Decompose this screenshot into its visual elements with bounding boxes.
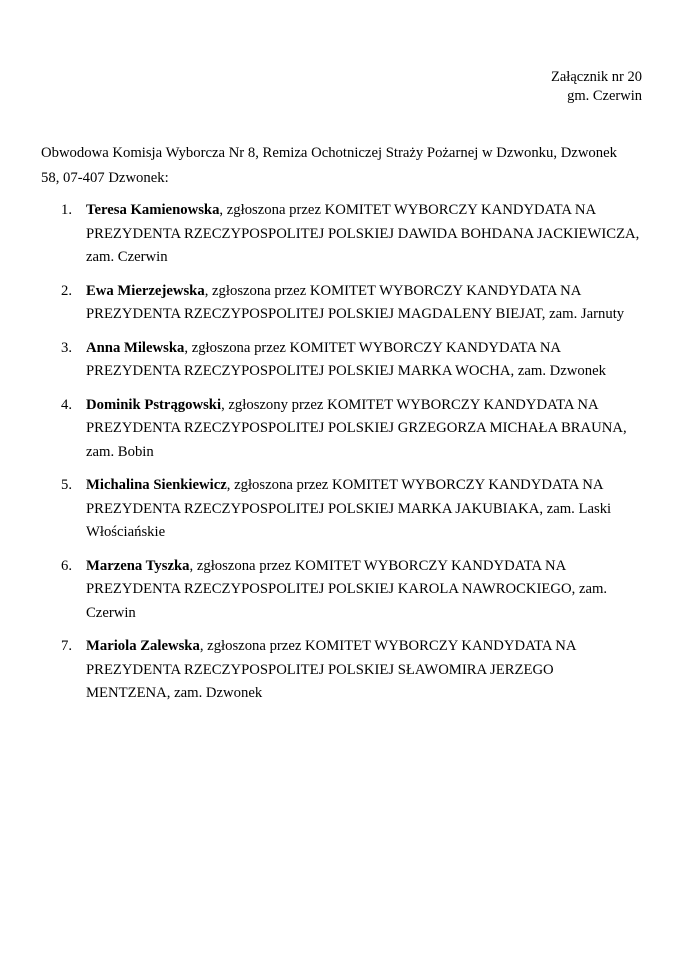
list-item-number: 1.: [61, 202, 73, 218]
candidate-nomination-text: , zgłoszona przez KOMITET WYBORCZY KANDYDATA NA PREZYDENTA RZECZYPOSPOLITEJ POLSKIEJ DAWIDA BOHDANA JACKIEWICZA, zam. Czerwin: [86, 202, 640, 265]
attachment-number: Załącznik nr 20: [551, 69, 642, 85]
list-item: [41, 474, 641, 545]
list-item: [41, 199, 641, 270]
list-item: [41, 280, 641, 327]
list-item-number: 7.: [61, 638, 73, 654]
document-header: [551, 68, 642, 106]
candidate-nomination-text: , zgłoszona przez KOMITET WYBORCZY KANDYDATA NA PREZYDENTA RZECZYPOSPOLITEJ POLSKIEJ KAROLA NAWROCKIEGO, zam. Czerwin: [86, 557, 608, 621]
candidate-name: Ewa Mierzejewska: [86, 282, 205, 299]
list-item-number: 6.: [61, 557, 73, 574]
candidate-name: Teresa Kamienowska: [86, 202, 220, 218]
commission-intro-paragraph: Obwodowa Komisja Wyborcza Nr 8, Remiza Ochotniczej Straży Pożarnej w Dzwonku, Dzwonek 58, 07-407 Dzwonek:: [41, 144, 617, 186]
list-item-number: 2.: [61, 282, 73, 299]
list-item: [41, 555, 641, 626]
candidate-list: [41, 199, 641, 716]
candidate-nomination-text: , zgłoszona przez KOMITET WYBORCZY KANDYDATA NA PREZYDENTA RZECZYPOSPOLITEJ POLSKIEJ MARKA WOCHA, zam. Dzwonek: [86, 339, 606, 379]
candidate-nomination-text: , zgłoszona przez KOMITET WYBORCZY KANDYDATA NA PREZYDENTA RZECZYPOSPOLITEJ POLSKIEJ MARKA JAKUBIAKA, zam. Laski Włościańskie: [86, 477, 612, 540]
list-item: [41, 337, 641, 384]
list-item-number: 5.: [61, 477, 73, 493]
municipality-name: gm. Czerwin: [567, 88, 642, 104]
candidate-name: Mariola Zalewska: [86, 638, 200, 654]
candidate-name: Michalina Sienkiewicz: [86, 477, 227, 493]
candidate-name: Dominik Pstrągowski: [86, 396, 222, 413]
candidate-name: Marzena Tyszka: [86, 557, 190, 574]
candidate-name: Anna Milewska: [86, 339, 185, 356]
candidate-nomination-text: , zgłoszony przez KOMITET WYBORCZY KANDYDATA NA PREZYDENTA RZECZYPOSPOLITEJ POLSKIEJ GRZEGORZA MICHAŁA BRAUNA, zam. Bobin: [86, 396, 627, 460]
list-item: [41, 394, 641, 465]
list-item-number: 4.: [61, 396, 73, 413]
candidate-nomination-text: , zgłoszona przez KOMITET WYBORCZY KANDYDATA NA PREZYDENTA RZECZYPOSPOLITEJ POLSKIEJ SŁAWOMIRA JERZEGO MENTZENA, zam. Dzwonek: [86, 638, 576, 701]
list-item-number: 3.: [61, 339, 73, 356]
list-item: [41, 635, 641, 706]
candidate-nomination-text: , zgłoszona przez KOMITET WYBORCZY KANDYDATA NA PREZYDENTA RZECZYPOSPOLITEJ POLSKIEJ MAGDALENY BIEJAT, zam. Jarnuty: [86, 282, 625, 322]
